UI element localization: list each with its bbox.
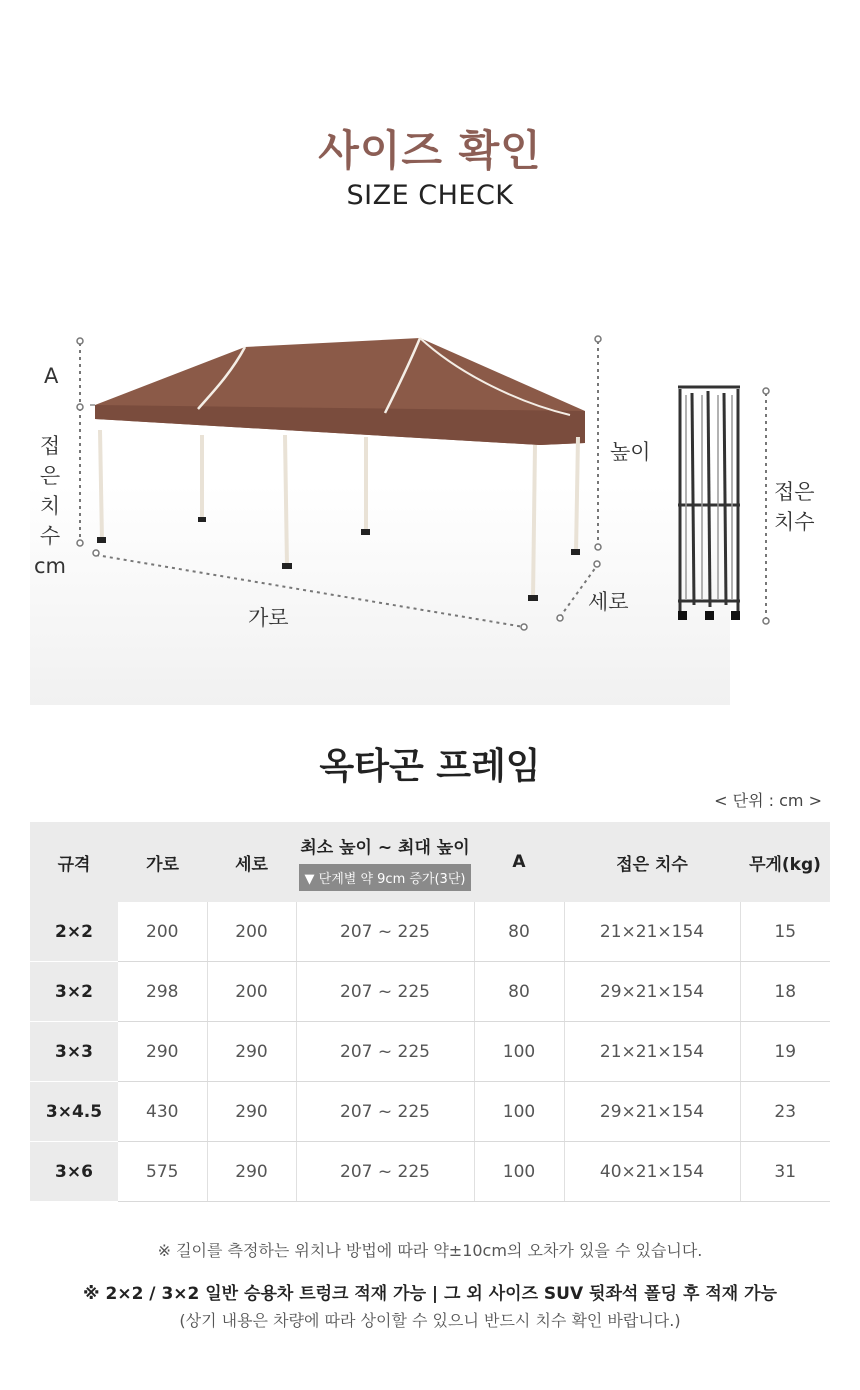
cell-width: 430 — [118, 1082, 207, 1142]
cell-height: 207 ~ 225 — [296, 902, 474, 962]
note-loading: ※ 2×2 / 3×2 일반 승용차 트렁크 적재 가능 | 그 외 사이즈 SUV 뒷좌석 폴딩 후 적재 가능 — [83, 1284, 777, 1304]
label-folded-size-left: 접은 치수 cm — [33, 434, 66, 578]
table-row — [30, 1142, 830, 1202]
label-width: 가로 — [248, 606, 289, 630]
cell-depth: 200 — [207, 962, 296, 1022]
table-row — [30, 962, 830, 1022]
header-height — [296, 822, 474, 902]
spec-table — [30, 822, 830, 1202]
cell-weight: 15 — [740, 902, 830, 962]
cell-spec: 2×2 — [30, 902, 118, 962]
page-subtitle: SIZE CHECK — [346, 180, 514, 211]
cell-folded: 29×21×154 — [564, 1082, 740, 1142]
notes — [0, 1238, 860, 1331]
label-height: 높이 — [610, 440, 651, 464]
label-depth: 세로 — [588, 590, 629, 614]
label-folded-size-right: 접은 치수 — [774, 480, 815, 534]
table-row — [30, 1082, 830, 1142]
cell-weight: 31 — [740, 1142, 830, 1202]
cell-a: 100 — [474, 1022, 564, 1082]
cell-weight: 18 — [740, 962, 830, 1022]
cell-weight: 19 — [740, 1022, 830, 1082]
canopy-valance — [95, 405, 585, 445]
cell-height: 207 ~ 225 — [296, 1022, 474, 1082]
note-measurement: ※ 길이를 측정하는 위치나 방법에 따라 약±10cm의 오차가 있을 수 있습니다. — [157, 1241, 703, 1260]
cell-depth: 290 — [207, 1022, 296, 1082]
cell-a: 80 — [474, 902, 564, 962]
cell-spec: 3×3 — [30, 1022, 118, 1082]
cell-spec: 3×2 — [30, 962, 118, 1022]
section-title: 옥타곤 프레임 — [319, 746, 541, 787]
tent-drawing — [30, 305, 830, 705]
cell-depth: 290 — [207, 1142, 296, 1202]
header-weight: 무게(kg) — [740, 822, 830, 902]
table-row — [30, 902, 830, 962]
cell-a: 80 — [474, 962, 564, 1022]
cell-height: 207 ~ 225 — [296, 1082, 474, 1142]
header-height-label: 최소 높이 ~ 최대 높이 — [300, 838, 470, 858]
cell-folded: 21×21×154 — [564, 1022, 740, 1082]
label-a: A — [44, 364, 59, 388]
cell-a: 100 — [474, 1082, 564, 1142]
cell-height: 207 ~ 225 — [296, 1142, 474, 1202]
page-title: 사이즈 확인 — [318, 126, 542, 175]
cell-spec: 3×6 — [30, 1142, 118, 1202]
cell-folded: 29×21×154 — [564, 962, 740, 1022]
note-disclaimer: (상기 내용은 차량에 따라 상이할 수 있으니 반드시 치수 확인 바랍니다.) — [179, 1311, 681, 1330]
header-height-note: ▼ 단계별 약 9cm 증가(3단) — [299, 864, 472, 891]
cell-height: 207 ~ 225 — [296, 962, 474, 1022]
cell-spec: 3×4.5 — [30, 1082, 118, 1142]
header-spec: 규격 — [30, 822, 118, 902]
cell-width: 298 — [118, 962, 207, 1022]
cell-a: 100 — [474, 1142, 564, 1202]
cell-depth: 200 — [207, 902, 296, 962]
header-a: A — [474, 822, 564, 902]
table-row — [30, 1022, 830, 1082]
header-folded: 접은 치수 — [564, 822, 740, 902]
cell-width: 200 — [118, 902, 207, 962]
unit-label: < 단위 : cm > — [714, 791, 822, 810]
cell-weight: 23 — [740, 1082, 830, 1142]
cell-folded: 40×21×154 — [564, 1142, 740, 1202]
table-header-row — [30, 822, 830, 902]
cell-width: 290 — [118, 1022, 207, 1082]
header-width: 가로 — [118, 822, 207, 902]
tent-illustration — [30, 305, 830, 705]
cell-folded: 21×21×154 — [564, 902, 740, 962]
cell-depth: 290 — [207, 1082, 296, 1142]
cell-width: 575 — [118, 1142, 207, 1202]
header-depth: 세로 — [207, 822, 296, 902]
